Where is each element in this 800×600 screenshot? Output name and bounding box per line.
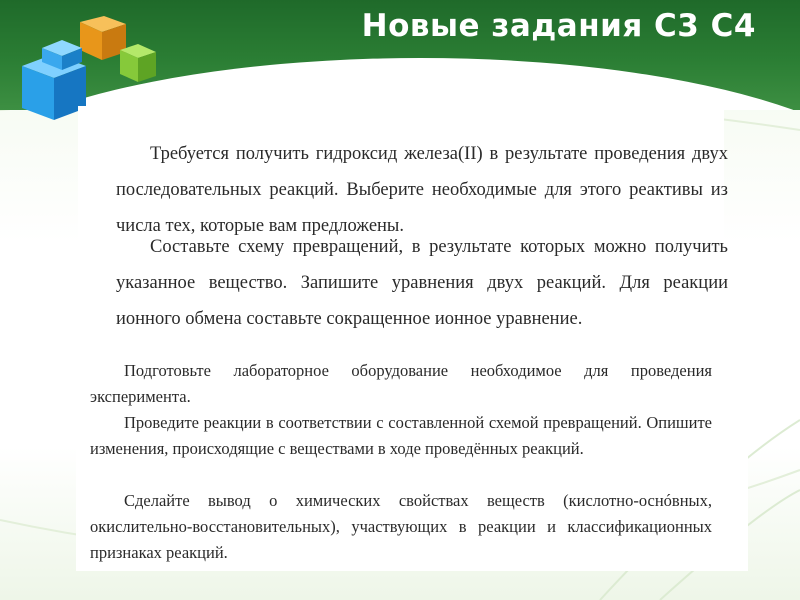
task-paragraph-5: Сделайте вывод о химических свойствах веществ (кислотно-оснóвных, окислительно-восстановительных), участвующих в реакции и классификационных признаках реакций. <box>90 491 712 562</box>
orange-cube-icon <box>80 16 126 60</box>
task-paragraph-3: Подготовьте лабораторное оборудование необходимое для проведения эксперимента. <box>90 361 712 406</box>
slide-title: Новые задания С3 С4 <box>361 8 756 44</box>
blue-cube-icon <box>22 40 86 120</box>
task-paragraph-1: Требуется получить гидроксид железа(II) в результате проведения двух последовательных реакций. Выберите необходимые для этого реактивы из числа тех, которые вам предложены. <box>116 144 728 236</box>
task-text-card-1 <box>78 106 728 334</box>
task-paragraph-2: Составьте схему превращений, в результате которых можно получить указанное вещество. Запишите уравнения двух реакций. Для реакции ионного обмена составьте сокращенное ионное уравнение. <box>116 237 728 329</box>
task-paragraph-4: Проведите реакции в соответствии с составленной схемой превращений. Опишите изменения, происходящие с веществами в ходе проведённых реакций. <box>90 413 712 458</box>
task-text-card-2 <box>76 346 748 571</box>
green-cube-icon <box>120 44 156 82</box>
